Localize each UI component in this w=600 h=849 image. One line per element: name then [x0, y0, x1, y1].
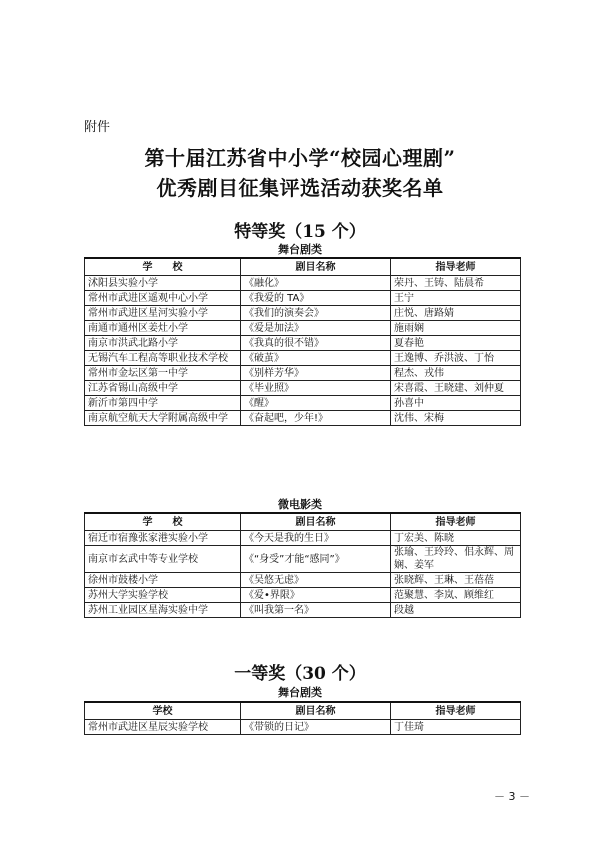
- cell-advisor: 王逸博、乔洪波、丁怡: [391, 351, 521, 366]
- cell-school: 常州市武进区星辰实验学校: [85, 720, 241, 735]
- cell-play-title: 《别样芳华》: [241, 366, 391, 381]
- table-row: [85, 306, 521, 321]
- table-row: [85, 321, 521, 336]
- cell-play-title: 《我们的演奏会》: [241, 306, 391, 321]
- cell-play-title: 《叫我第一名》: [241, 603, 391, 618]
- cell-advisor: 孙喜中: [391, 396, 521, 411]
- header-advisor: 指导老师: [391, 513, 521, 531]
- table-row: [85, 588, 521, 603]
- cell-advisor: 段越: [391, 603, 521, 618]
- document-title-line2: 优秀剧目征集评选活动获奖名单: [156, 176, 444, 200]
- table-row: [85, 366, 521, 381]
- cell-school: 常州市金坛区第一中学: [85, 366, 241, 381]
- cell-school: 南通市通州区姜灶小学: [85, 321, 241, 336]
- cell-advisor: 张晓辉、王琳、王蓓蓓: [391, 573, 521, 588]
- cell-advisor: 荣丹、王铸、陆晨希: [391, 276, 521, 291]
- table-header-row: [85, 513, 521, 531]
- header-school: 学 校: [85, 513, 241, 531]
- table-row: [85, 291, 521, 306]
- cell-advisor: 程杰、戎伟: [391, 366, 521, 381]
- table-row: [85, 573, 521, 588]
- cell-advisor: 张瑜、王玲玲、佀永辉、周娴、姜军: [391, 546, 521, 573]
- cell-play-title: 《融化》: [241, 276, 391, 291]
- table-row: [85, 603, 521, 618]
- cell-advisor: 范聚慧、李岚、顾维红: [391, 588, 521, 603]
- attachment-label: 附件: [84, 120, 111, 135]
- cell-school: 新沂市第四中学: [85, 396, 241, 411]
- table-row: [85, 396, 521, 411]
- table-row: [85, 351, 521, 366]
- header-play-title: 剧目名称: [241, 258, 391, 276]
- cell-school: 无锡汽车工程高等职业技术学校: [85, 351, 241, 366]
- cell-school: 沭阳县实验小学: [85, 276, 241, 291]
- award-heading-special: 特等奖（15 个）: [234, 222, 366, 242]
- table-row: [85, 381, 521, 396]
- cell-play-title: 《醒》: [241, 396, 391, 411]
- award-table-first-stage: [84, 701, 521, 735]
- table-header-row: [85, 258, 521, 276]
- cell-advisor: 丁佳琦: [391, 720, 521, 735]
- header-play-title: 剧目名称: [241, 513, 391, 531]
- award-table-special-film: [84, 512, 521, 618]
- category-heading: 舞台剧类: [278, 243, 322, 256]
- cell-school: 南京航空航天大学附属高级中学: [85, 411, 241, 426]
- table-row: [85, 336, 521, 351]
- table-header-row: [85, 702, 521, 720]
- cell-school: 常州市武进区星河实验小学: [85, 306, 241, 321]
- table-row: [85, 276, 521, 291]
- category-heading: 微电影类: [278, 498, 322, 511]
- cell-school: 南京市玄武中等专业学校: [85, 546, 241, 573]
- cell-play-title: 《吴悠无虑》: [241, 573, 391, 588]
- cell-advisor: 施雨娴: [391, 321, 521, 336]
- cell-play-title: 《爱•界限》: [241, 588, 391, 603]
- cell-school: 南京市洪武北路小学: [85, 336, 241, 351]
- cell-advisor: 沈伟、宋梅: [391, 411, 521, 426]
- category-heading: 舞台剧类: [278, 686, 322, 699]
- cell-advisor: 王宁: [391, 291, 521, 306]
- header-school: 学校: [85, 702, 241, 720]
- cell-play-title: 《我爱的 TA》: [241, 291, 391, 306]
- table-row: [85, 720, 521, 735]
- cell-play-title: 《“身受”才能“感同”》: [241, 546, 391, 573]
- document-title-line1: 第十届江苏省中小学“校园心理剧”: [144, 146, 456, 170]
- table-row: [85, 546, 521, 573]
- table-row: [85, 411, 521, 426]
- page-number: － 3 －: [494, 790, 530, 803]
- cell-play-title: 《带锁的日记》: [241, 720, 391, 735]
- cell-school: 常州市武进区遥观中心小学: [85, 291, 241, 306]
- cell-school: 宿迁市宿豫张家港实验小学: [85, 531, 241, 546]
- table-row: [85, 531, 521, 546]
- cell-play-title: 《毕业照》: [241, 381, 391, 396]
- cell-school: 江苏省锡山高级中学: [85, 381, 241, 396]
- header-play-title: 剧目名称: [241, 702, 391, 720]
- cell-play-title: 《我真的很不错》: [241, 336, 391, 351]
- cell-advisor: 丁宏美、陈晓: [391, 531, 521, 546]
- header-advisor: 指导老师: [391, 702, 521, 720]
- header-school: 学 校: [85, 258, 241, 276]
- award-table-special-stage: [84, 257, 521, 426]
- cell-advisor: 夏春艳: [391, 336, 521, 351]
- cell-play-title: 《奋起吧，少年!》: [241, 411, 391, 426]
- cell-school: 徐州市鼓楼小学: [85, 573, 241, 588]
- cell-play-title: 《今天是我的生日》: [241, 531, 391, 546]
- cell-school: 苏州工业园区星海实验中学: [85, 603, 241, 618]
- cell-advisor: 宋喜霞、王晓建、刘仲夏: [391, 381, 521, 396]
- cell-play-title: 《爱是加法》: [241, 321, 391, 336]
- award-heading-first: 一等奖（30 个）: [234, 664, 366, 684]
- cell-play-title: 《破茧》: [241, 351, 391, 366]
- cell-advisor: 庄悦、唐路婧: [391, 306, 521, 321]
- cell-school: 苏州大学实验学校: [85, 588, 241, 603]
- header-advisor: 指导老师: [391, 258, 521, 276]
